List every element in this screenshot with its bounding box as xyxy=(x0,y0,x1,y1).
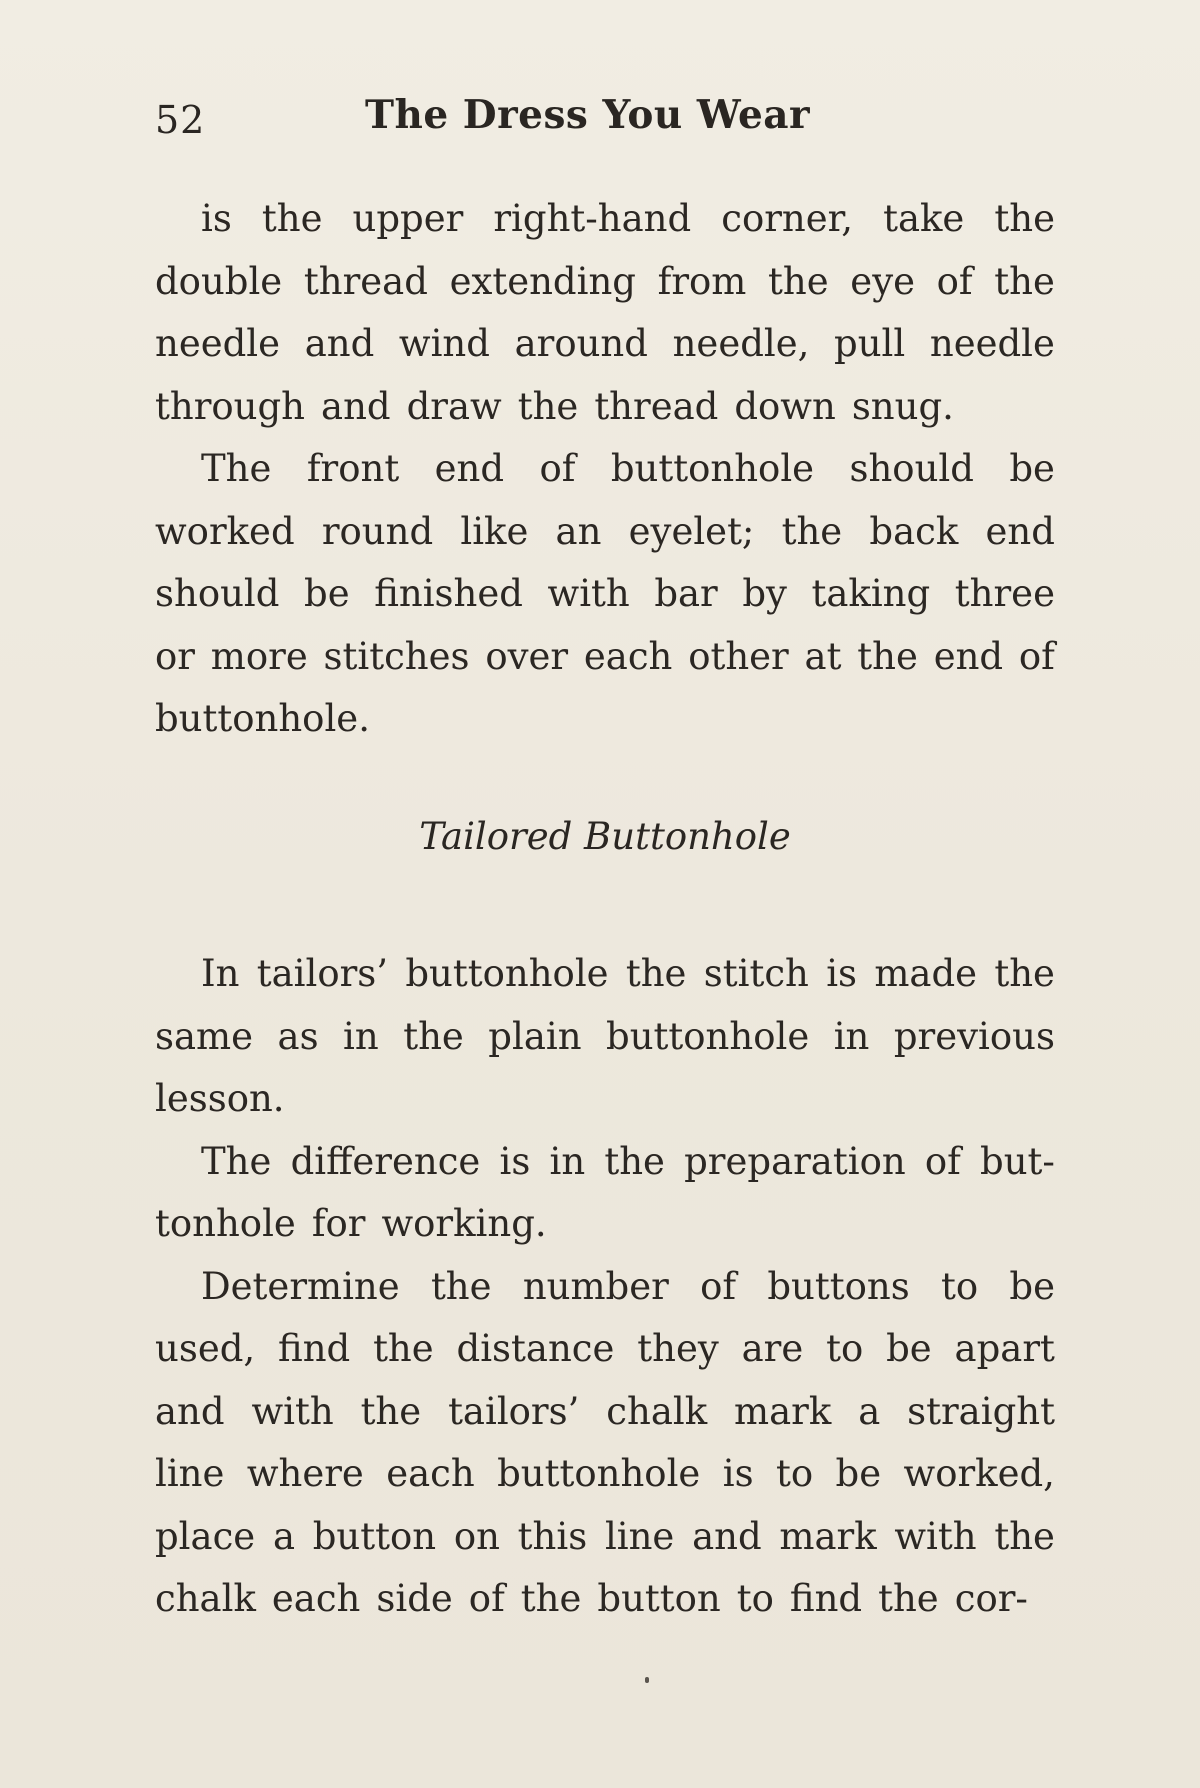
word: previous xyxy=(893,1014,1055,1058)
word: right-hand xyxy=(493,197,692,240)
word: thread xyxy=(303,259,428,303)
text-line xyxy=(155,688,1055,751)
word: stitch xyxy=(703,952,809,995)
word: plain xyxy=(488,1014,582,1058)
word: with xyxy=(894,1514,977,1558)
word: mark xyxy=(779,1514,877,1558)
word: buttonhole xyxy=(497,1452,701,1495)
word: the xyxy=(878,1577,939,1620)
word: finished xyxy=(374,572,523,615)
page-number: 52 xyxy=(155,98,206,142)
word: other xyxy=(688,634,789,678)
word: the xyxy=(994,197,1055,240)
word: tonhole xyxy=(155,1202,296,1245)
word: of xyxy=(924,1139,961,1183)
word: corner, xyxy=(721,197,854,240)
text-line xyxy=(155,1318,1055,1381)
text-line xyxy=(155,1443,1055,1506)
word: chalk xyxy=(155,1577,256,1620)
word: buttonhole xyxy=(610,447,815,490)
text-line xyxy=(155,1381,1055,1444)
word: tailors’ xyxy=(448,1389,580,1433)
word: should xyxy=(849,447,974,490)
word: the xyxy=(430,1264,492,1308)
text-line xyxy=(155,1068,1055,1131)
word: line xyxy=(604,1514,675,1558)
page-header xyxy=(155,92,1055,152)
body-text-top xyxy=(155,188,1055,751)
word: Determine xyxy=(201,1264,400,1308)
word: and xyxy=(692,1514,762,1558)
word: be xyxy=(886,1327,932,1370)
word: apart xyxy=(954,1327,1055,1370)
word: buttonhole xyxy=(606,1014,810,1058)
word: around xyxy=(514,322,648,365)
word: with xyxy=(547,572,630,615)
word: preparation xyxy=(684,1139,906,1183)
word: the xyxy=(625,952,687,995)
word: distance xyxy=(456,1327,615,1370)
word: same xyxy=(155,1014,254,1058)
text-line xyxy=(155,376,1055,439)
word: should xyxy=(155,572,280,615)
text-line xyxy=(155,1256,1055,1319)
word: back xyxy=(869,509,959,553)
word: to xyxy=(736,1577,774,1620)
word: place xyxy=(155,1514,256,1558)
word: needle xyxy=(929,322,1055,365)
text-line xyxy=(155,1506,1055,1569)
paragraph xyxy=(155,1256,1055,1631)
word: made xyxy=(874,952,978,995)
word: is xyxy=(499,1139,531,1183)
body-text-bottom xyxy=(155,943,1055,1631)
word: double xyxy=(155,259,283,303)
word: for xyxy=(311,1202,366,1245)
word: be xyxy=(304,572,350,615)
word: the xyxy=(857,634,918,678)
word: buttonhole. xyxy=(155,697,370,740)
word: worked, xyxy=(903,1452,1055,1495)
word: the xyxy=(781,509,843,553)
word: at xyxy=(804,634,842,678)
word: buttonhole xyxy=(405,952,609,995)
word: as xyxy=(277,1014,319,1058)
word: chalk xyxy=(606,1389,708,1433)
text-line xyxy=(155,438,1055,501)
word: worked xyxy=(155,509,295,553)
word: used, xyxy=(155,1327,256,1370)
word: straight xyxy=(907,1389,1055,1433)
word: they xyxy=(637,1327,719,1370)
word: button xyxy=(312,1514,437,1558)
word: and xyxy=(304,322,375,365)
word: the xyxy=(994,1514,1055,1558)
word: this xyxy=(517,1514,588,1558)
word: lesson. xyxy=(155,1077,285,1120)
word: but- xyxy=(980,1139,1055,1183)
word: end xyxy=(933,634,1004,678)
word: mark xyxy=(734,1389,832,1433)
word: be xyxy=(1009,1264,1055,1308)
word: In xyxy=(201,952,240,995)
word: the xyxy=(517,384,579,428)
word: front xyxy=(306,447,400,490)
word: through xyxy=(155,384,306,428)
word: more xyxy=(210,634,308,678)
word: the xyxy=(520,1577,582,1620)
paper-speck xyxy=(645,1677,649,1683)
text-line xyxy=(155,943,1055,1006)
word: taking xyxy=(811,572,931,615)
word: thread xyxy=(594,384,719,428)
word: like xyxy=(460,509,529,553)
word: working. xyxy=(381,1202,547,1245)
text-line xyxy=(155,1006,1055,1069)
word: the xyxy=(360,1389,422,1433)
word: the xyxy=(994,259,1055,303)
word: the xyxy=(373,1327,434,1370)
word: snug. xyxy=(851,384,954,428)
word: with xyxy=(251,1389,334,1433)
word: down xyxy=(734,384,836,428)
word: in xyxy=(549,1139,586,1183)
word: wind xyxy=(398,322,490,365)
word: button xyxy=(597,1577,721,1620)
word: the xyxy=(604,1139,665,1183)
word: round xyxy=(321,509,434,553)
word: needle, xyxy=(672,322,810,365)
word: The xyxy=(201,447,272,490)
word: are xyxy=(741,1327,804,1370)
word: to xyxy=(940,1264,979,1308)
word: of xyxy=(539,447,576,490)
section-title: Tailored Buttonhole xyxy=(419,815,791,858)
word: draw xyxy=(406,384,502,428)
word: is xyxy=(201,197,232,240)
word: be xyxy=(835,1452,882,1495)
word: by xyxy=(742,572,787,615)
word: and xyxy=(155,1389,225,1433)
word: of xyxy=(1018,634,1055,678)
word: end xyxy=(434,447,505,490)
text-line xyxy=(155,188,1055,251)
text-line xyxy=(155,251,1055,314)
running-title: The Dress You Wear xyxy=(365,92,811,138)
word: to xyxy=(826,1327,864,1370)
paragraph xyxy=(155,1131,1055,1256)
word: over xyxy=(485,634,569,678)
paragraph xyxy=(155,943,1055,1131)
text-line xyxy=(155,1131,1055,1194)
word: is xyxy=(826,952,858,995)
word: from xyxy=(657,259,747,303)
word: stitches xyxy=(323,634,470,678)
word: on xyxy=(453,1514,500,1558)
word: find xyxy=(789,1577,863,1620)
word: or xyxy=(155,634,195,678)
paragraph xyxy=(155,438,1055,751)
word: needle xyxy=(155,322,281,365)
word: eyelet; xyxy=(628,509,755,553)
word: where xyxy=(246,1452,364,1495)
word: pull xyxy=(834,322,906,365)
word: bar xyxy=(654,572,718,615)
word: of xyxy=(468,1577,505,1620)
word: each xyxy=(271,1577,361,1620)
word: number xyxy=(522,1264,669,1308)
text-line xyxy=(155,626,1055,689)
text-line xyxy=(155,1568,1055,1631)
word: upper xyxy=(352,197,464,240)
word: line xyxy=(155,1452,225,1495)
word: in xyxy=(343,1014,379,1058)
word: the xyxy=(994,952,1055,995)
text-line xyxy=(155,563,1055,626)
word: extending xyxy=(449,259,636,303)
word: of xyxy=(936,259,973,303)
word: the xyxy=(403,1014,464,1058)
word: side xyxy=(376,1577,453,1620)
word: eye xyxy=(850,259,915,303)
word: to xyxy=(775,1452,814,1495)
word: and xyxy=(321,384,391,428)
word: cor- xyxy=(954,1577,1028,1620)
word: in xyxy=(833,1014,870,1058)
word: is xyxy=(722,1452,754,1495)
word: The xyxy=(201,1139,272,1183)
word: a xyxy=(858,1389,881,1433)
word: tailors’ xyxy=(256,952,389,995)
text-line xyxy=(155,501,1055,564)
paragraph xyxy=(155,188,1055,438)
word: each xyxy=(386,1452,475,1495)
word: of xyxy=(700,1264,737,1308)
word: the xyxy=(261,197,323,240)
word: end xyxy=(985,509,1055,553)
word: an xyxy=(555,509,602,553)
word: each xyxy=(583,634,673,678)
word: the xyxy=(768,259,829,303)
word: find xyxy=(278,1327,351,1370)
word: take xyxy=(883,197,965,240)
text-line xyxy=(155,1193,1055,1256)
word: three xyxy=(954,572,1055,615)
word: difference xyxy=(290,1139,481,1183)
word: be xyxy=(1009,447,1055,490)
word: buttons xyxy=(767,1264,910,1308)
word: a xyxy=(272,1514,295,1558)
text-line xyxy=(155,313,1055,376)
